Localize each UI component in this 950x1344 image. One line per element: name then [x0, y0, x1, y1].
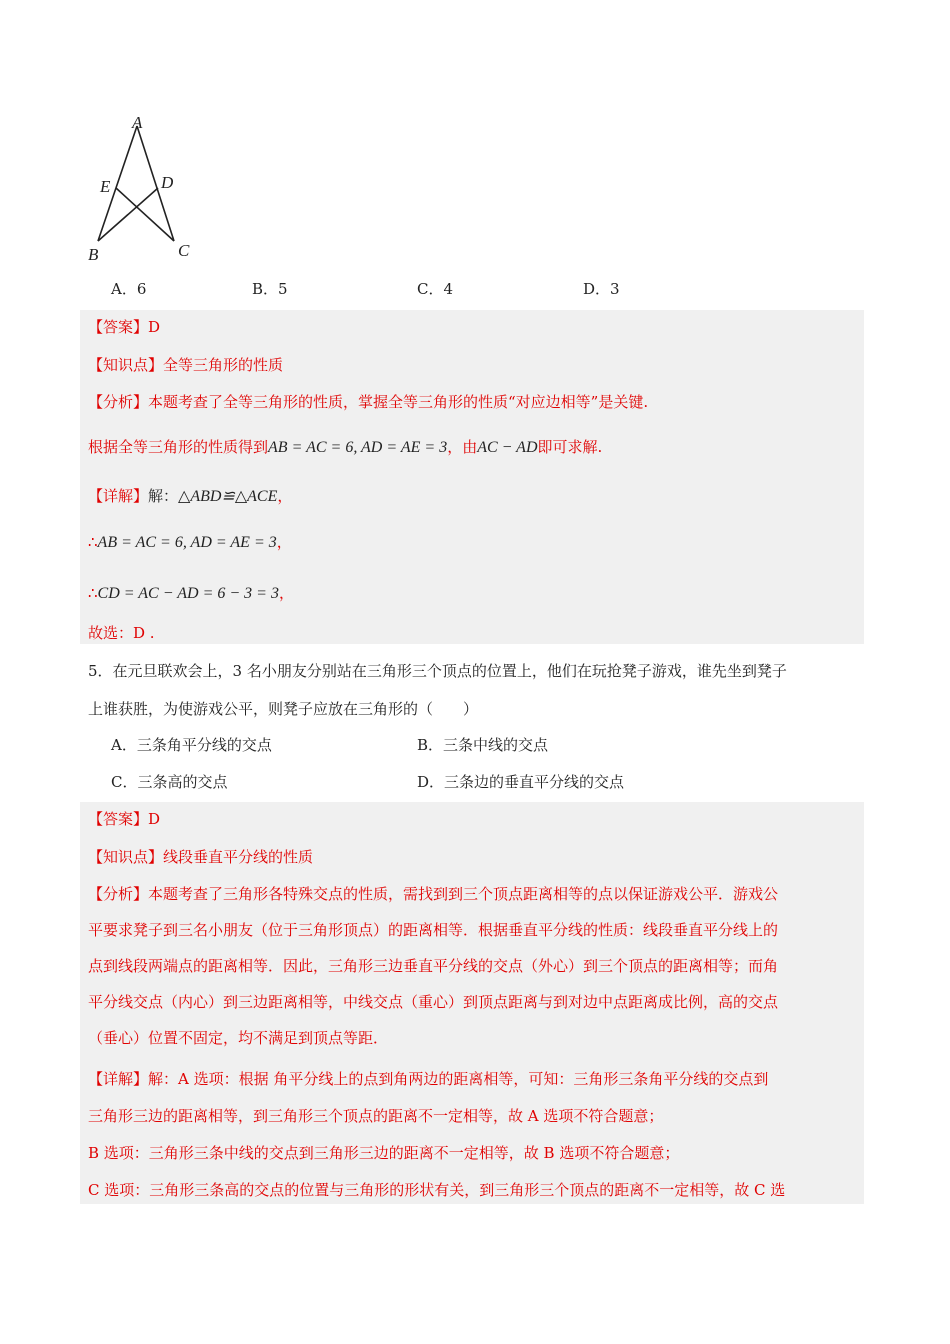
analysis2-mid: ，由 [447, 438, 478, 456]
detail-end: ， [277, 487, 293, 505]
step2-math: CD = AC − AD = 6 − 3 = 3 [97, 585, 279, 602]
detail-tag: 【详解】 [88, 1070, 149, 1088]
detail-text: 解：A 选项：根据 角平分线上的点到角两边的距离相等，可知：三角形三条角平分线的交点到 [148, 1070, 769, 1088]
label-b: B [88, 245, 99, 264]
q4-option-b: B．5 [252, 280, 288, 298]
q5-analysis-line-1 [88, 883, 778, 904]
analysis-text: 本题考查了全等三角形的性质，掌握全等三角形的性质“对应边相等”是关键. [148, 393, 649, 411]
q4-step-1 [88, 531, 292, 552]
answer-value: D [148, 318, 161, 336]
step1-math: AB = AC = 6, AD = AE = 3 [97, 534, 277, 551]
knowledge-text: 全等三角形的性质 [163, 356, 284, 374]
analysis-tag: 【分析】 [88, 393, 149, 411]
triangle-diagram [80, 108, 210, 268]
q5-solution-box [80, 802, 864, 1204]
detail-pre: 解： [148, 487, 179, 505]
step1-end: ， [276, 533, 292, 551]
q5-option-a: A．三条角平分线的交点 [111, 736, 272, 754]
step2-end: ， [278, 584, 294, 602]
q4-option-a: A．6 [111, 280, 147, 298]
analysis-tag: 【分析】 [88, 885, 149, 903]
knowledge-tag: 【知识点】 [88, 848, 164, 866]
q5-detail-line-2: 三角形三边的距离相等，到三角形三个顶点的距离不一定相等，故 A 选项不符合题意； [88, 1107, 664, 1125]
answer-tag: 【答案】 [88, 810, 149, 828]
q5-analysis-line-5: （垂心）位置不固定，均不满足到顶点等距． [88, 1029, 389, 1047]
q5-detail-line-1 [88, 1068, 768, 1089]
triangle-figure [80, 108, 210, 268]
q5-option-c: C．三条高的交点 [111, 773, 228, 791]
q4-choose: 故选：D . [88, 624, 155, 642]
analysis2-pre: 根据全等三角形的性质得到 [88, 438, 269, 456]
q5-analysis-line-2: 平要求凳子到三名小朋友（位于三角形顶点）的距离相等．根据垂直平分线的性质：线段垂直平分线上的 [88, 921, 779, 939]
q5-option-d: D．三条边的垂直平分线的交点 [417, 773, 625, 791]
q5-knowledge-line [88, 846, 313, 867]
q4-knowledge-line [88, 354, 283, 375]
knowledge-text: 线段垂直平分线的性质 [163, 848, 314, 866]
q5-detail-line-3: B 选项：三角形三条中线的交点到三角形三边的距离不一定相等，故 B 选项不符合题意； [88, 1144, 680, 1162]
analysis2-post: 即可求解. [537, 438, 603, 456]
knowledge-tag: 【知识点】 [88, 356, 164, 374]
q4-solution-box [80, 310, 864, 644]
answer-value: D [148, 810, 161, 828]
q4-option-c: C．4 [417, 280, 454, 298]
label-a: A [132, 113, 143, 132]
analysis-text: 本题考查了三角形各特殊交点的性质，需找到到三个顶点距离相等的点以保证游戏公平．游戏公 [148, 885, 779, 903]
label-c: C [178, 241, 190, 260]
q4-analysis-line-2 [88, 436, 602, 457]
label-e: E [100, 177, 111, 196]
detail-math: △ABD≌△ACE [178, 488, 278, 505]
q4-option-d: D．3 [583, 280, 620, 298]
q5-analysis-line-3: 点到线段两端点的距离相等．因此，三角形三边垂直平分线的交点（外心）到三个顶点的距离相等；而角 [88, 957, 779, 975]
therefore-symbol: ∴ [88, 584, 98, 602]
q5-option-b: B．三条中线的交点 [417, 736, 549, 754]
q4-step-2 [88, 582, 294, 603]
q4-analysis-line [88, 391, 648, 412]
q5-question-line-1: 5．在元旦联欢会上，3 名小朋友分别站在三角形三个顶点的位置上，他们在玩抢凳子游戏，谁先坐到凳子 [88, 662, 787, 680]
q5-detail-line-4: C 选项：三角形三条高的交点的位置与三角形的形状有关，到三角形三个顶点的距离不一定相等，故 C 选 [88, 1181, 786, 1199]
therefore-symbol: ∴ [88, 533, 98, 551]
q4-detail-line [88, 485, 292, 506]
analysis2-math: AB = AC = 6, AD = AE = 3 [268, 439, 448, 456]
answer-tag: 【答案】 [88, 318, 149, 336]
q4-answer-line [88, 316, 160, 337]
q5-answer-line [88, 808, 160, 829]
detail-tag: 【详解】 [88, 487, 149, 505]
label-d: D [161, 173, 174, 192]
q5-analysis-line-4: 平分线交点（内心）到三边距离相等，中线交点（重心）到顶点距离与到对边中点距离成比例，高的交点 [88, 993, 779, 1011]
q5-question-line-2: 上谁获胜，为使游戏公平，则凳子应放在三角形的（ ） [88, 700, 479, 718]
analysis2-math2: AC − AD [477, 439, 538, 456]
